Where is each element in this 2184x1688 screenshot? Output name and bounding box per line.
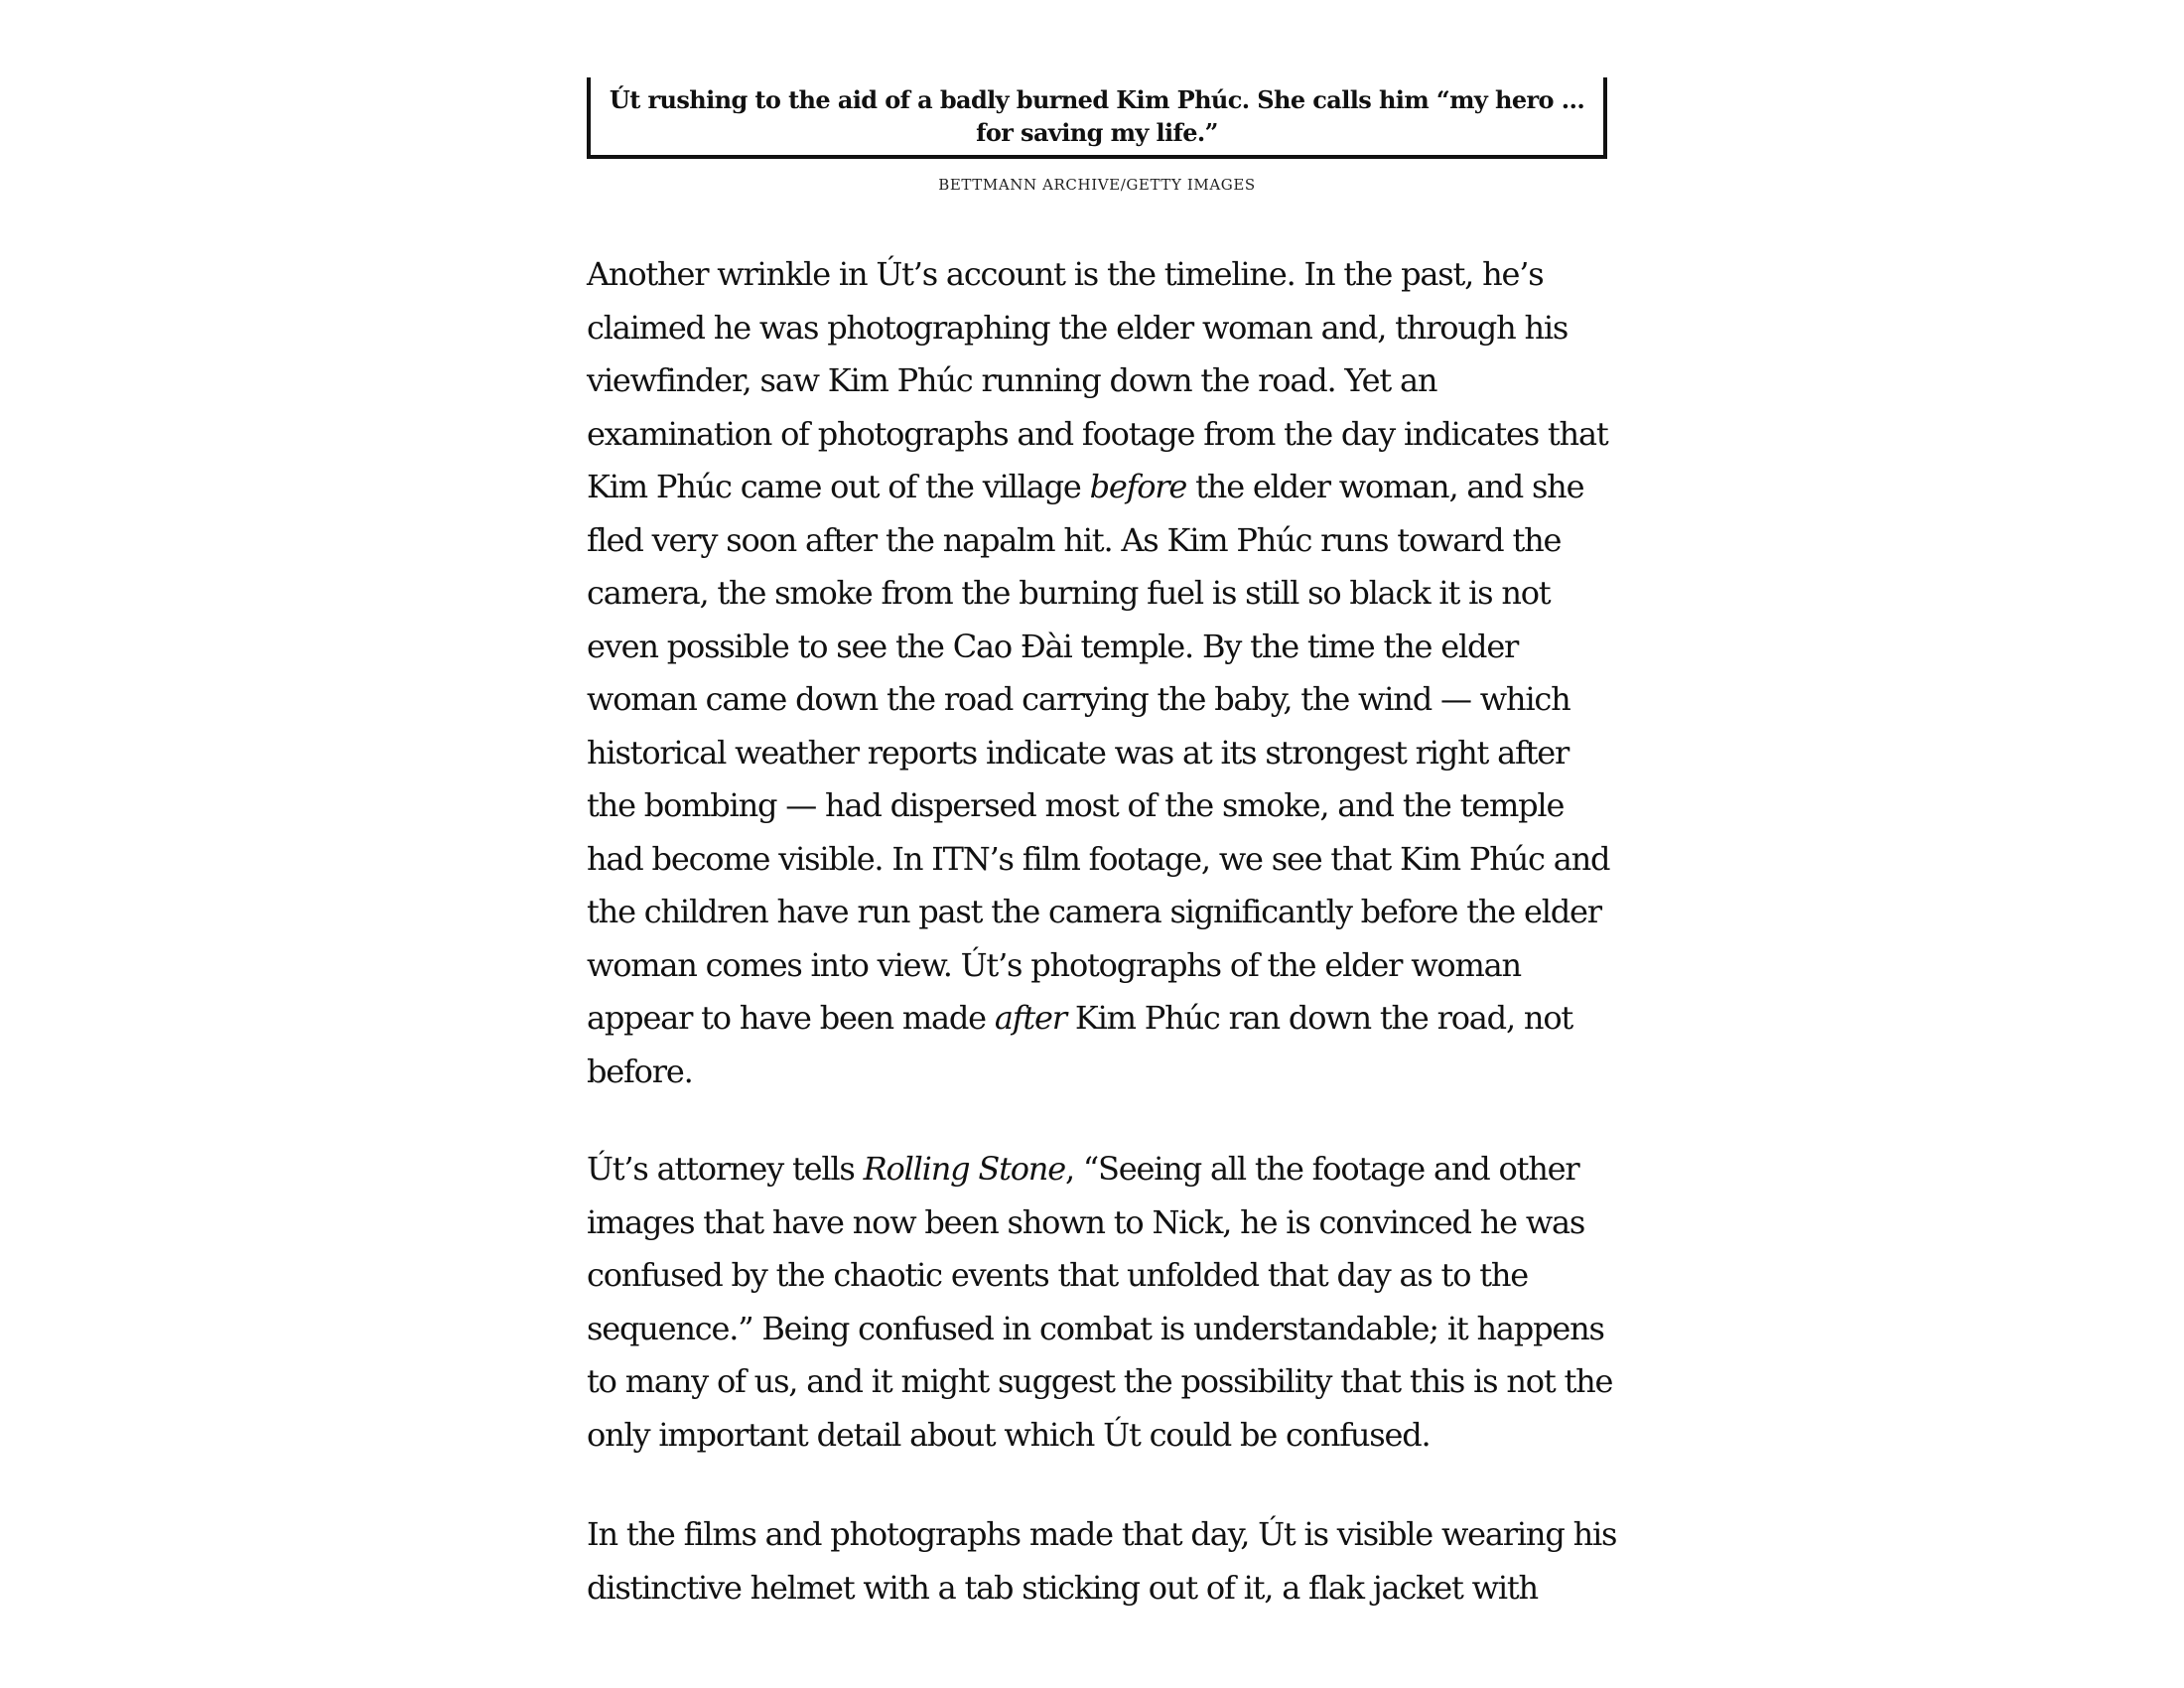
text-line: examination of photographs and footage from the day indicates that (587, 414, 1608, 453)
text-line: before. (587, 1052, 693, 1090)
text-line: distinctive helmet with a tab sticking out of it, a flak jacket with (587, 1568, 1538, 1607)
photo-caption-box (587, 77, 1607, 159)
text-run: the elder woman, and she (1186, 468, 1584, 505)
text-line: fled very soon after the napalm hit. As Kim Phúc runs toward the (587, 520, 1562, 559)
text-line: claimed he was photographing the elder woman and, through his (587, 308, 1569, 347)
text-run: Út’s attorney tells (587, 1150, 864, 1188)
text-run: Kim Phúc came out of the village (587, 468, 1090, 505)
text-line: confused by the chaotic events that unfolded that day as to the (587, 1256, 1529, 1294)
text-line: Another wrinkle in Út’s account is the timeline. In the past, he’s (587, 255, 1544, 293)
italic-text: Rolling Stone (863, 1150, 1065, 1188)
text-line: only important detail about which Út could be confused. (587, 1415, 1431, 1454)
italic-text: after (994, 999, 1066, 1037)
paragraph-timeline (587, 248, 1619, 1098)
text-line: had become visible. In ITN’s film footage, we see that Kim Phúc and (587, 839, 1610, 878)
text-line (587, 992, 1619, 1046)
text-line: the children have run past the camera significantly before the elder (587, 893, 1601, 930)
text-run: , “Seeing all the footage and other (1064, 1150, 1579, 1188)
text-line: viewfinder, saw Kim Phúc running down the road. Yet an (587, 361, 1437, 399)
text-line: to many of us, and it might suggest the possibility that this is not the (587, 1362, 1613, 1400)
text-line: the bombing — had dispersed most of the smoke, and the temple (587, 786, 1565, 824)
text-line: sequence.” Being confused in combat is understandable; it happens (587, 1309, 1604, 1347)
text-line (587, 461, 1619, 514)
text-line (587, 1143, 1619, 1196)
text-line: camera, the smoke from the burning fuel is still so black it is not (587, 574, 1551, 612)
text-line: woman came down the road carrying the baby, the wind — which (587, 680, 1570, 718)
paragraph-helmet (587, 1508, 1619, 1615)
text-line: historical weather reports indicate was at its strongest right after (587, 733, 1570, 772)
photo-caption: Út rushing to the aid of a badly burned Kim Phúc. She calls him “my hero … for saving my life.” (609, 85, 1585, 147)
text-run: appear to have been made (587, 999, 995, 1037)
text-line: even possible to see the Cao Đài temple. By the time the elder (587, 627, 1519, 665)
photo-credit: BETTMANN ARCHIVE/GETTY IMAGES (938, 176, 1256, 194)
italic-text: before (1089, 468, 1187, 505)
text-line: images that have now been shown to Nick, he is convinced he was (587, 1202, 1585, 1241)
text-line: In the films and photographs made that day, Út is visible wearing his (587, 1515, 1617, 1553)
text-line: woman comes into view. Út’s photographs of the elder woman (587, 945, 1521, 984)
paragraph-attorney-quote (587, 1143, 1619, 1462)
text-run: Kim Phúc ran down the road, not (1065, 999, 1573, 1037)
